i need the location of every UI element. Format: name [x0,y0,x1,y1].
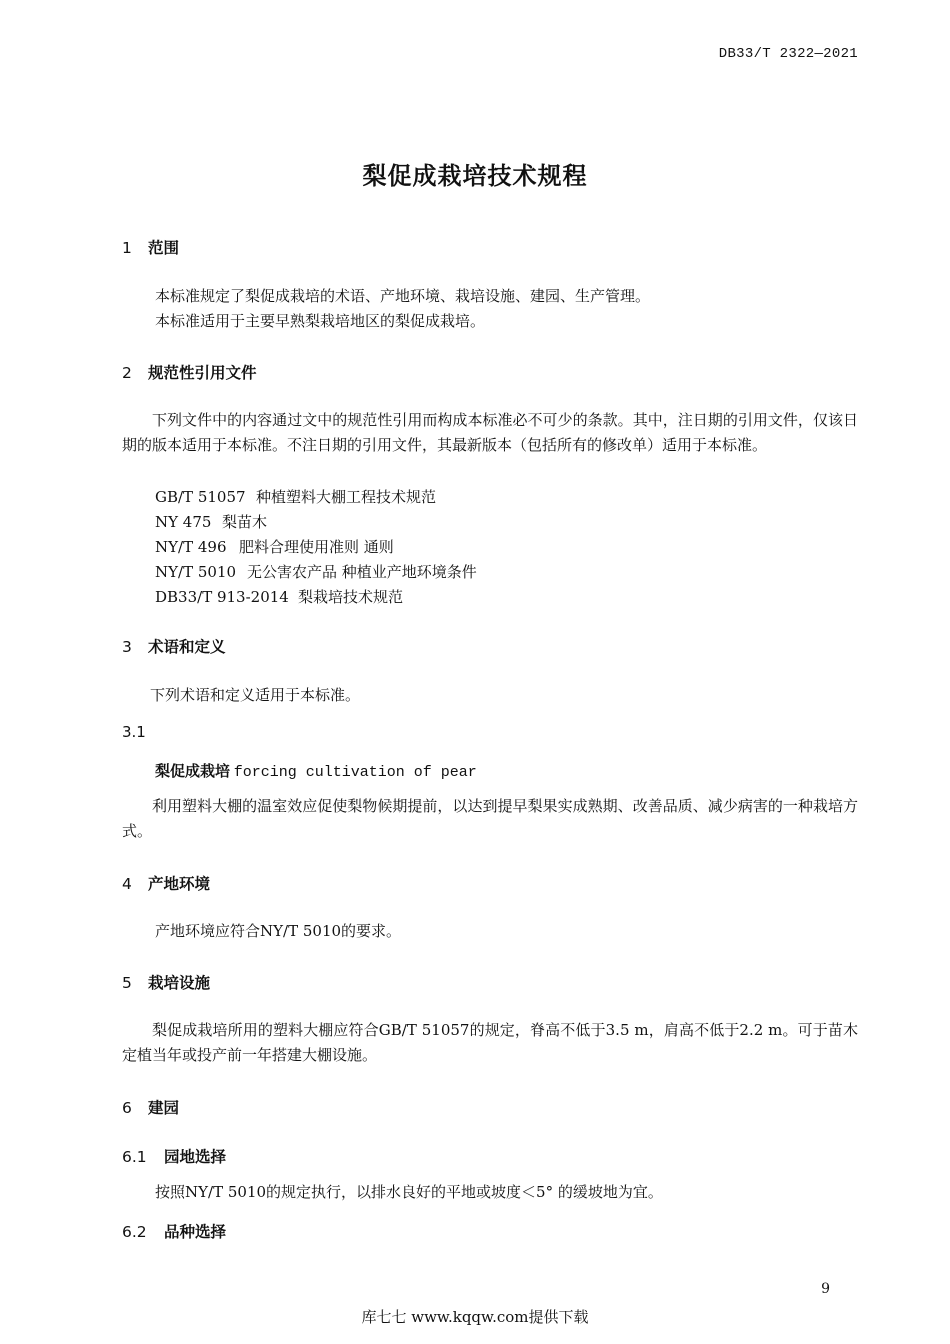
reference-item [155,511,267,532]
subsection-title: 品种选择 [164,1223,227,1241]
reference-name: 无公害农产品 种植业产地环境条件 [247,563,477,581]
paragraph: 产地环境应符合NY/T 5010的要求。 [155,922,402,940]
paragraph: 下列文件中的内容通过文中的规范性引用而构成本标准必不可少的条款。其中，注日期的引用文件，仅该日期的版本适用于本标准。不注日期的引用文件，其最新版本（包括所有的修改单）适用于本标准。 [122,411,858,454]
term-definition: 利用塑料大棚的温室效应促使梨物候期提前，以达到提早梨果实成熟期、改善品质、减少病害的一种栽培方式。 [122,797,858,840]
subsection-6-1-heading [122,1145,226,1167]
paragraph: 梨促成栽培所用的塑料大棚应符合GB/T 51057的规定，脊高不低于3.5 m，肩高不低于2.2 m。可于苗木定植当年或投产前一年搭建大棚设施。 [122,1021,858,1064]
reference-code: GB/T 51057 [155,488,246,506]
section-title: 规范性引用文件 [148,364,257,382]
subsection-number: 6.2 [122,1223,147,1241]
reference-name: 种植塑料大棚工程技术规范 [256,488,437,506]
section-3-heading [122,635,226,657]
section-title: 范围 [148,239,180,257]
section-1-heading [122,236,179,258]
reference-code: NY/T 5010 [155,563,237,581]
section-number: 2 [122,364,132,382]
section-title: 栽培设施 [148,974,211,992]
term-english: forcing cultivation of pear [233,764,477,781]
document-number: DB33/T 2322—2021 [718,46,858,62]
section-4-heading [122,872,210,894]
section-5-heading [122,971,210,993]
subsection-title: 园地选择 [164,1148,227,1166]
paragraph: 下列术语和定义适用于本标准。 [150,686,361,704]
subsection-number: 6.1 [122,1148,147,1166]
reference-code: NY 475 [155,513,212,531]
reference-name: 梨栽培技术规范 [298,588,404,606]
section-number: 6 [122,1099,132,1117]
term-chinese: 梨促成栽培 [155,762,231,780]
section-6-heading [122,1096,179,1118]
section-number: 1 [122,239,132,257]
section-2-heading [122,361,257,383]
footer-watermark: 库七七 www.kqqw.com提供下载 [361,1308,589,1326]
term-number: 3.1 [122,723,146,741]
reference-item [155,561,477,582]
term-entry [155,760,477,781]
reference-name: 肥料合理使用准则 通则 [239,538,394,556]
section-title: 产地环境 [148,875,211,893]
section-number: 4 [122,875,132,893]
paragraph: 本标准规定了梨促成栽培的术语、产地环境、栽培设施、建园、生产管理。 [155,287,651,305]
page-number: 9 [821,1281,830,1297]
section-title: 建园 [148,1099,180,1117]
reference-item [155,486,436,507]
reference-item [155,586,403,607]
section-title: 术语和定义 [148,638,226,656]
paragraph: 本标准适用于主要早熟梨栽培地区的梨促成栽培。 [155,312,486,330]
page-title: 梨促成栽培技术规程 [362,162,588,190]
reference-name: 梨苗木 [222,513,268,531]
paragraph: 按照NY/T 5010的规定执行，以排水良好的平地或坡度＜5° 的缓坡地为宜。 [155,1183,663,1201]
section-number: 5 [122,974,132,992]
section-number: 3 [122,638,132,656]
reference-item [155,536,394,557]
reference-code: NY/T 496 [155,538,227,556]
reference-code: DB33/T 913-2014 [155,588,289,606]
subsection-6-2-heading [122,1220,226,1242]
